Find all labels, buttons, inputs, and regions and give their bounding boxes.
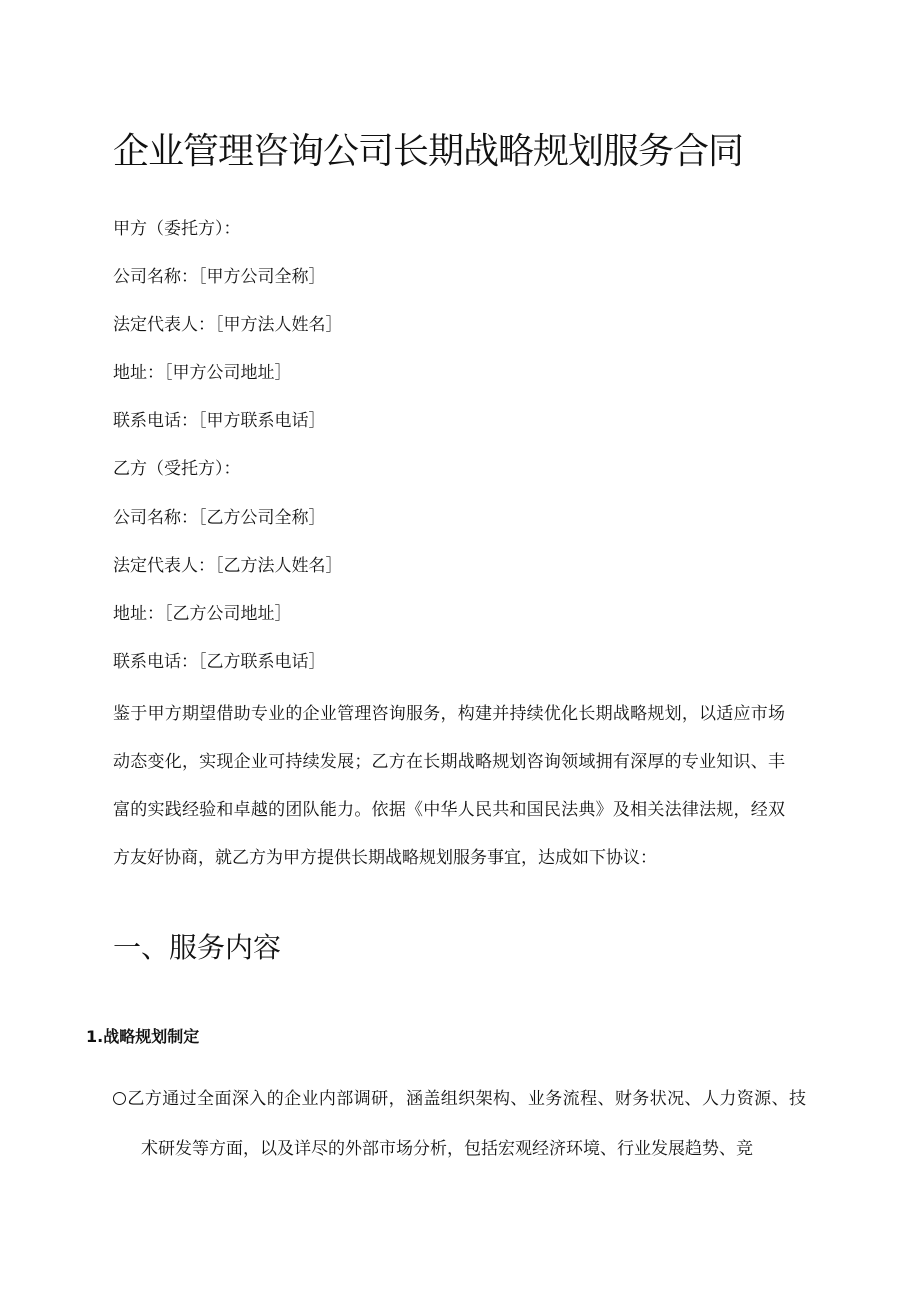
party-a-address: 地址：［甲方公司地址］ [113, 363, 292, 383]
party-a-company-name: 公司名称：［甲方公司全称］ [113, 267, 326, 287]
section-heading-service-content: 一、服务内容 [113, 931, 282, 964]
bullet-item [113, 1074, 806, 1174]
preamble-paragraph: 鉴于甲方期望借助专业的企业管理咨询服务，构建并持续优化长期战略规划，以适应市场动态变化，实现企业可持续发展；乙方在长期战略规划咨询领域拥有深厚的专业知识、丰富的实践经验和卓越的团队能力。依据《中华人民共和国民法典》及相关法律法规，经双方友好协商，就乙方为甲方提供长期战略规划服务事宜，达成如下协议： [113, 704, 785, 868]
circle-bullet-icon [113, 1092, 126, 1105]
party-b-company-name: 公司名称：［乙方公司全称］ [113, 508, 326, 528]
party-a-legal-representative: 法定代表人：［甲方法人姓名］ [113, 315, 343, 335]
sub-heading-strategy-planning: 1.战略规划制定 [86, 1027, 200, 1046]
party-a-header: 甲方（委托方）： [113, 219, 241, 239]
document-title: 企业管理咨询公司长期战略规划服务合同 [113, 131, 744, 172]
party-b-legal-representative: 法定代表人：［乙方法人姓名］ [113, 556, 343, 576]
party-b-phone: 联系电话：［乙方联系电话］ [113, 652, 326, 672]
bullet-item-text: 乙方通过全面深入的企业内部调研，涵盖组织架构、业务流程、财务状况、人力资源、技术研发等方面，以及详尽的外部市场分析，包括宏观经济环境、行业发展趋势、竞 [127, 1089, 806, 1159]
party-a-phone: 联系电话：［甲方联系电话］ [113, 411, 326, 431]
party-b-header: 乙方（受托方）： [113, 459, 241, 479]
party-b-address: 地址：［乙方公司地址］ [113, 604, 292, 624]
